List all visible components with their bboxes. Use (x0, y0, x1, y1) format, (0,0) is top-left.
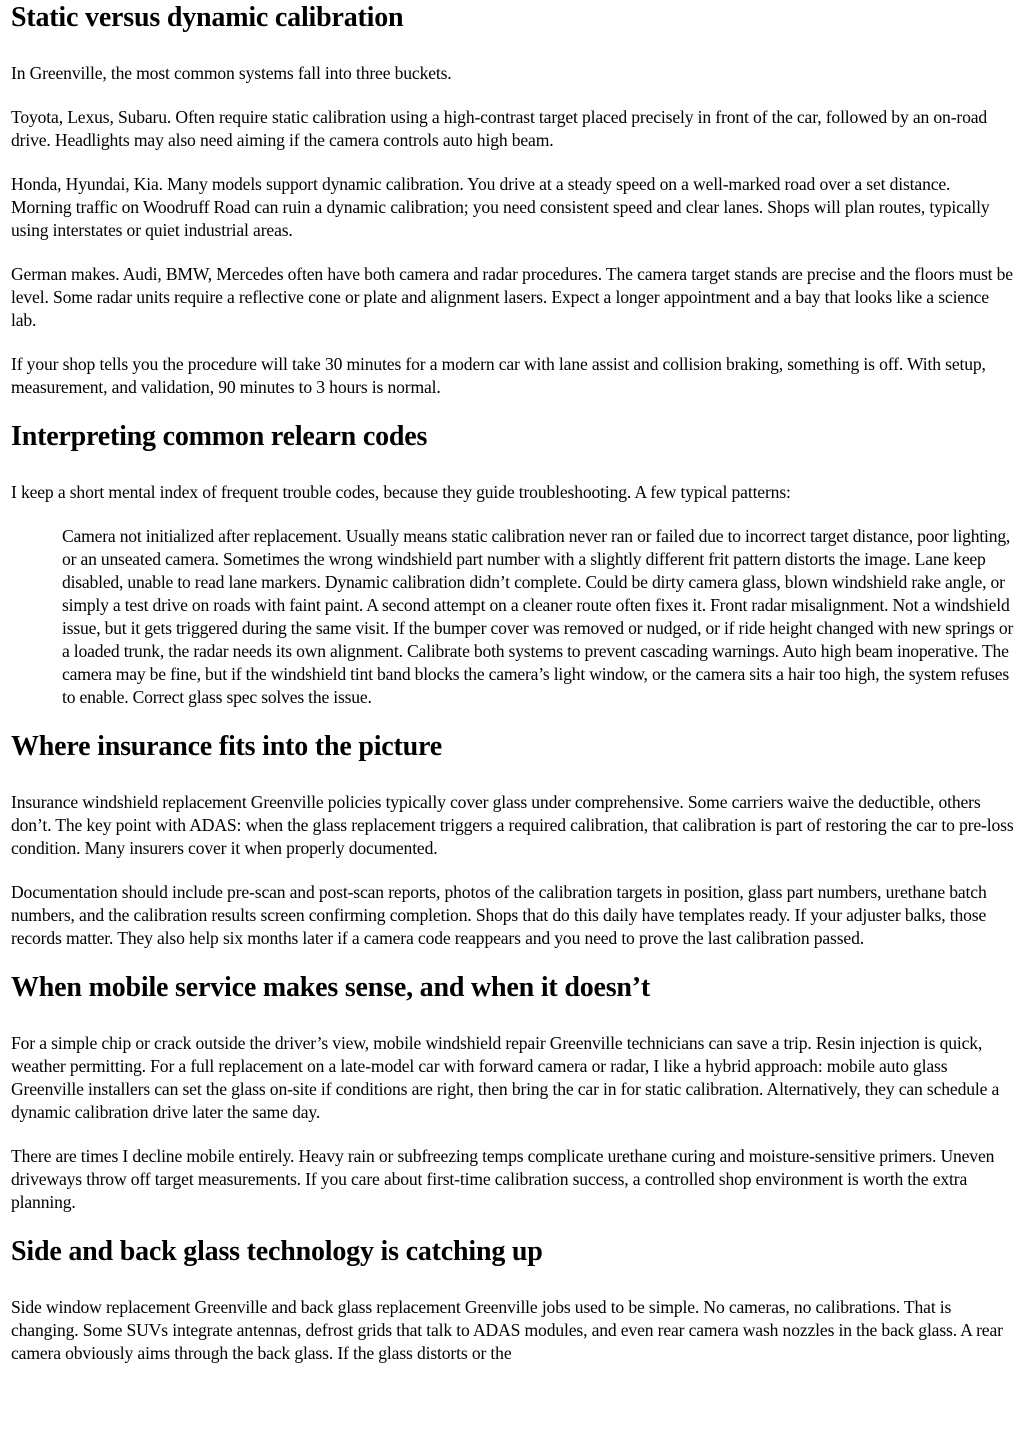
section-heading-mobile-service: When mobile service makes sense, and when it doesn’t (11, 972, 651, 1003)
section-heading-static-vs-dynamic: Static versus dynamic calibration (11, 2, 404, 33)
paragraph: If your shop tells you the procedure will take 30 minutes for a modern car with lane assist and collision braking, something is off. With setup, measurement, and validation, 90 minutes to 3 hours is normal. (11, 354, 986, 397)
paragraph: For a simple chip or crack outside the driver’s view, mobile windshield repair Greenville technicians can save a trip. Resin injection is quick, weather permitting. For a full replacement on a late-model car with forward camera or radar, I like a hybrid approach: mobile auto glass Greenville installers can set the glass on-site if conditions are right, then bring the car in for static calibration. Alternatively, they can schedule a dynamic calibration drive later the same day. (11, 1033, 1000, 1122)
paragraph: Honda, Hyundai, Kia. Many models support dynamic calibration. You drive at a steady speed on a well-marked road over a set distance. Morning traffic on Woodruff Road can ruin a dynamic calibration; you need consistent speed and clear lanes. Shops will plan routes, typically using interstates or quiet industrial areas. (11, 174, 990, 240)
paragraph: Side window replacement Greenville and back glass replacement Greenville jobs used to be simple. No cameras, no calibrations. That is changing. Some SUVs integrate antennas, defrost grids that talk to ADAS modules, and even rear camera wash nozzles in the back glass. A rear camera obviously aims through the back glass. If the glass distorts or the (11, 1297, 1003, 1363)
relearn-codes-quote: Camera not initialized after replacement. Usually means static calibration never ran or failed due to incorrect target distance, poor lighting, or an unseated camera. Sometimes the wrong windshield part number with a slightly different frit pattern distorts the image. Lane keep disabled, unable to read lane markers. Dynamic calibration didn’t complete. Could be dirty camera glass, blown windshield rake angle, or simply a test drive on roads with faint paint. A second attempt on a cleaner route often fixes it. Front radar misalignment. Not a windshield issue, but it gets triggered during the same visit. If the bumper cover was removed or nudged, or if ride height changed with new springs or a loaded trunk, the radar needs its own alignment. Calibrate both systems to prevent cascading warnings. Auto high beam inoperative. The camera may be fine, but if the windshield tint band blocks the camera’s light window, or the camera sits a hair too high, the system refuses to enable. Correct glass spec solves the issue. (62, 526, 1014, 707)
paragraph: I keep a short mental index of frequent trouble codes, because they guide troubleshooting. A few typical patterns: (11, 482, 791, 502)
paragraph: Toyota, Lexus, Subaru. Often require static calibration using a high-contrast target placed precisely in front of the car, followed by an on-road drive. Headlights may also need aiming if the camera controls auto high beam. (11, 107, 988, 150)
paragraph: Documentation should include pre-scan and post-scan reports, photos of the calibration targets in position, glass part numbers, urethane batch numbers, and the calibration results screen confirming completion. Shops that do this daily have templates ready. If your adjuster balks, those records matter. They also help six months later if a camera code reappears and you need to prove the last calibration passed. (11, 882, 987, 948)
paragraph: German makes. Audi, BMW, Mercedes often have both camera and radar procedures. The camera target stands are precise and the floors must be level. Some radar units require a reflective cone or plate and alignment lasers. Expect a longer appointment and a bay that looks like a science lab. (11, 264, 1013, 330)
section-heading-insurance: Where insurance fits into the picture (11, 731, 442, 762)
article-body (0, 2, 1024, 1365)
section-heading-relearn-codes: Interpreting common relearn codes (11, 421, 428, 452)
paragraph: Insurance windshield replacement Greenville policies typically cover glass under comprehensive. Some carriers waive the deductible, others don’t. The key point with ADAS: when the glass replacement triggers a required calibration, that calibration is part of restoring the car to pre-loss condition. Many insurers cover it when properly documented. (11, 792, 1014, 858)
paragraph: There are times I decline mobile entirely. Heavy rain or subfreezing temps complicate urethane curing and moisture-sensitive primers. Uneven driveways throw off target measurements. If you care about first-time calibration success, a controlled shop environment is worth the extra planning. (11, 1146, 995, 1212)
section-heading-side-back-glass: Side and back glass technology is catching up (11, 1236, 543, 1267)
paragraph: In Greenville, the most common systems fall into three buckets. (11, 63, 452, 83)
